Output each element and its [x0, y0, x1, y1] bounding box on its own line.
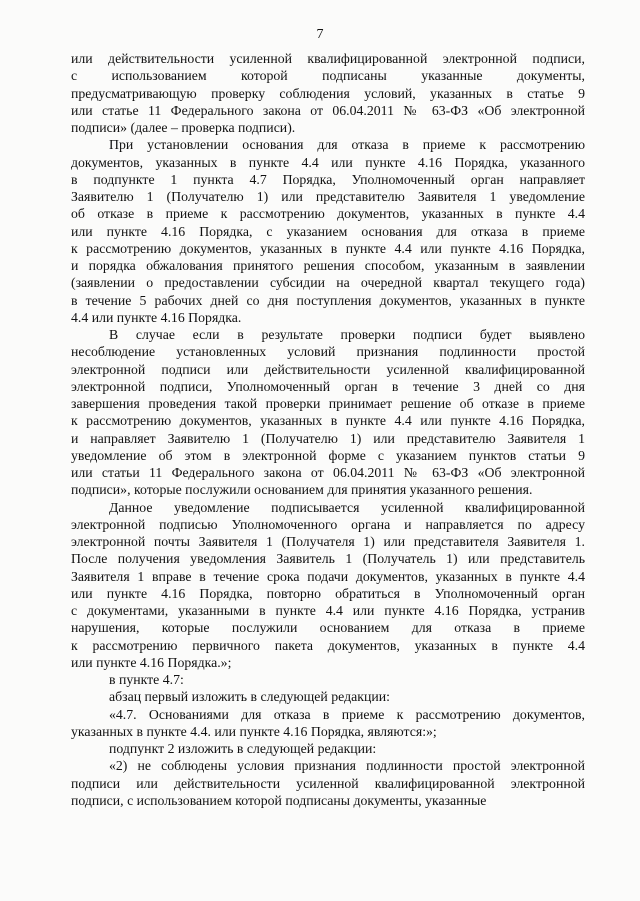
paragraph-2-line: в подпункте 1 пункта 4.7 Порядка, Уполномоченный орган направляет [71, 171, 585, 187]
paragraph-2-line: или пункте 4.16 Порядка, с указанием основания для отказа в приеме [71, 223, 585, 239]
paragraph-3-line: завершения проведения такой проверки принимает решение об отказе в приеме [71, 396, 585, 411]
paragraph-6-line: абзац первый изложить в следующей редакции: [109, 689, 390, 705]
paragraph-4-line: к рассмотрению первичного пакета документов, указанных в пункте 4.4 [71, 637, 585, 653]
paragraph-2-line: в течение 5 рабочих дней со дня поступления документов, указанных в пункте [71, 292, 585, 308]
paragraph-1-line: предусматривающую проверку соблюдения условий, указанных в статье 9 [71, 85, 585, 101]
paragraph-3-line: электронной подписи или действительности усиленной квалифицированной [71, 361, 585, 377]
paragraph-3-line: несоблюдение установленных условий признания подлинности простой [71, 344, 585, 360]
paragraph-2-line: к рассмотрению документов, указанных в пункте 4.4 или пункте 4.16 Порядка, [71, 240, 585, 256]
paragraph-4-line: электронной почты Заявителя 1 (Получателя 1) или представителя Заявителя 1. [71, 534, 585, 549]
paragraph-4-line: или пункте 4.16 Порядка.»; [71, 654, 232, 670]
paragraph-9-line: подписи или действительности усиленной квалифицированной электронной [71, 775, 585, 791]
paragraph-9-line: подписи, с использованием которой подписаны документы, указанные [71, 792, 487, 808]
paragraph-4-line: нарушения, которые послужили основанием для отказа в приеме [71, 620, 585, 636]
paragraph-3-line: электронной подписи, Уполномоченный орган в течение 3 дней со дня [71, 378, 585, 394]
paragraph-1-line: с использованием которой подписаны указанные документы, [71, 68, 585, 84]
paragraph-4-line: Заявителя 1 вправе в течение срока подачи документов, указанных в пункте 4.4 [71, 568, 585, 584]
paragraph-8-line: подпункт 2 изложить в следующей редакции: [109, 741, 377, 756]
paragraph-2-line: Заявителю 1 (Получателю 1) или представителю Заявителя 1 уведомление [71, 189, 585, 204]
paragraph-2-line: 4.4 или пункте 4.16 Порядка. [71, 309, 242, 325]
paragraph-4-line: электронной подписью Уполномоченного органа и направляется по адресу [71, 516, 585, 532]
paragraph-2-line: При установлении основания для отказа в приеме к рассмотрению [109, 137, 585, 153]
page-number: 7 [316, 27, 324, 42]
paragraph-1-line: или действительности усиленной квалифицированной электронной подписи, [71, 51, 585, 66]
paragraph-3-line: или статьи 11 Федерального закона от 06.04.2011 № 63-ФЗ «Об электронной [71, 465, 585, 480]
paragraph-3-line: уведомление об этом в электронной форме с указанием пунктов статьи 9 [71, 447, 585, 463]
paragraph-3-line: В случае если в результате проверки подписи будет выявлено [109, 327, 585, 342]
paragraph-2-line: документов, указанных в пункте 4.4 или пункте 4.16 Порядка, указанного [71, 154, 585, 170]
paragraph-1-line: подписи» (далее – проверка подписи). [71, 120, 296, 135]
paragraph-2-line: и порядка обжалования принятого решения способом, указанным в заявлении [71, 258, 585, 273]
paragraph-7-line: указанных в пункте 4.4. или пункте 4.16 Порядка, являются:»; [71, 723, 437, 739]
paragraph-4-line: После получения уведомления Заявитель 1 (Получатель 1) или представитель [71, 551, 585, 567]
paragraph-9-line: «2) не соблюдены условия признания подлинности простой электронной [109, 758, 585, 774]
document-body [71, 50, 585, 809]
paragraph-7-line: «4.7. Основаниями для отказа в приеме к рассмотрению документов, [109, 706, 585, 722]
paragraph-3-line: и направляет Заявителю 1 (Получателю 1) или представителю Заявителя 1 [71, 430, 585, 446]
paragraph-4-line: с документами, указанными в пункте 4.4 или пункте 4.16 Порядка, устранив [71, 603, 585, 618]
paragraph-3-line: к рассмотрению документов, указанных в пункте 4.4 или пункте 4.16 Порядка, [71, 413, 585, 429]
paragraph-2-line: (заявлении о предоставлении субсидии на очередной квартал текущего года) [71, 275, 585, 291]
paragraph-2-line: об отказе в приеме к рассмотрению документов, указанных в пункте 4.4 [71, 206, 585, 222]
paragraph-1-line: или статье 11 Федерального закона от 06.04.2011 № 63-ФЗ «Об электронной [71, 102, 585, 118]
paragraph-3-line: подписи», которые послужили основанием для принятия указанного решения. [71, 482, 533, 498]
paragraph-4-line: или пункте 4.16 Порядка, повторно обратиться в Уполномоченный орган [71, 585, 585, 601]
paragraph-4-line: Данное уведомление подписывается усиленной квалифицированной [109, 499, 585, 515]
paragraph-5-line: в пункте 4.7: [109, 672, 184, 687]
